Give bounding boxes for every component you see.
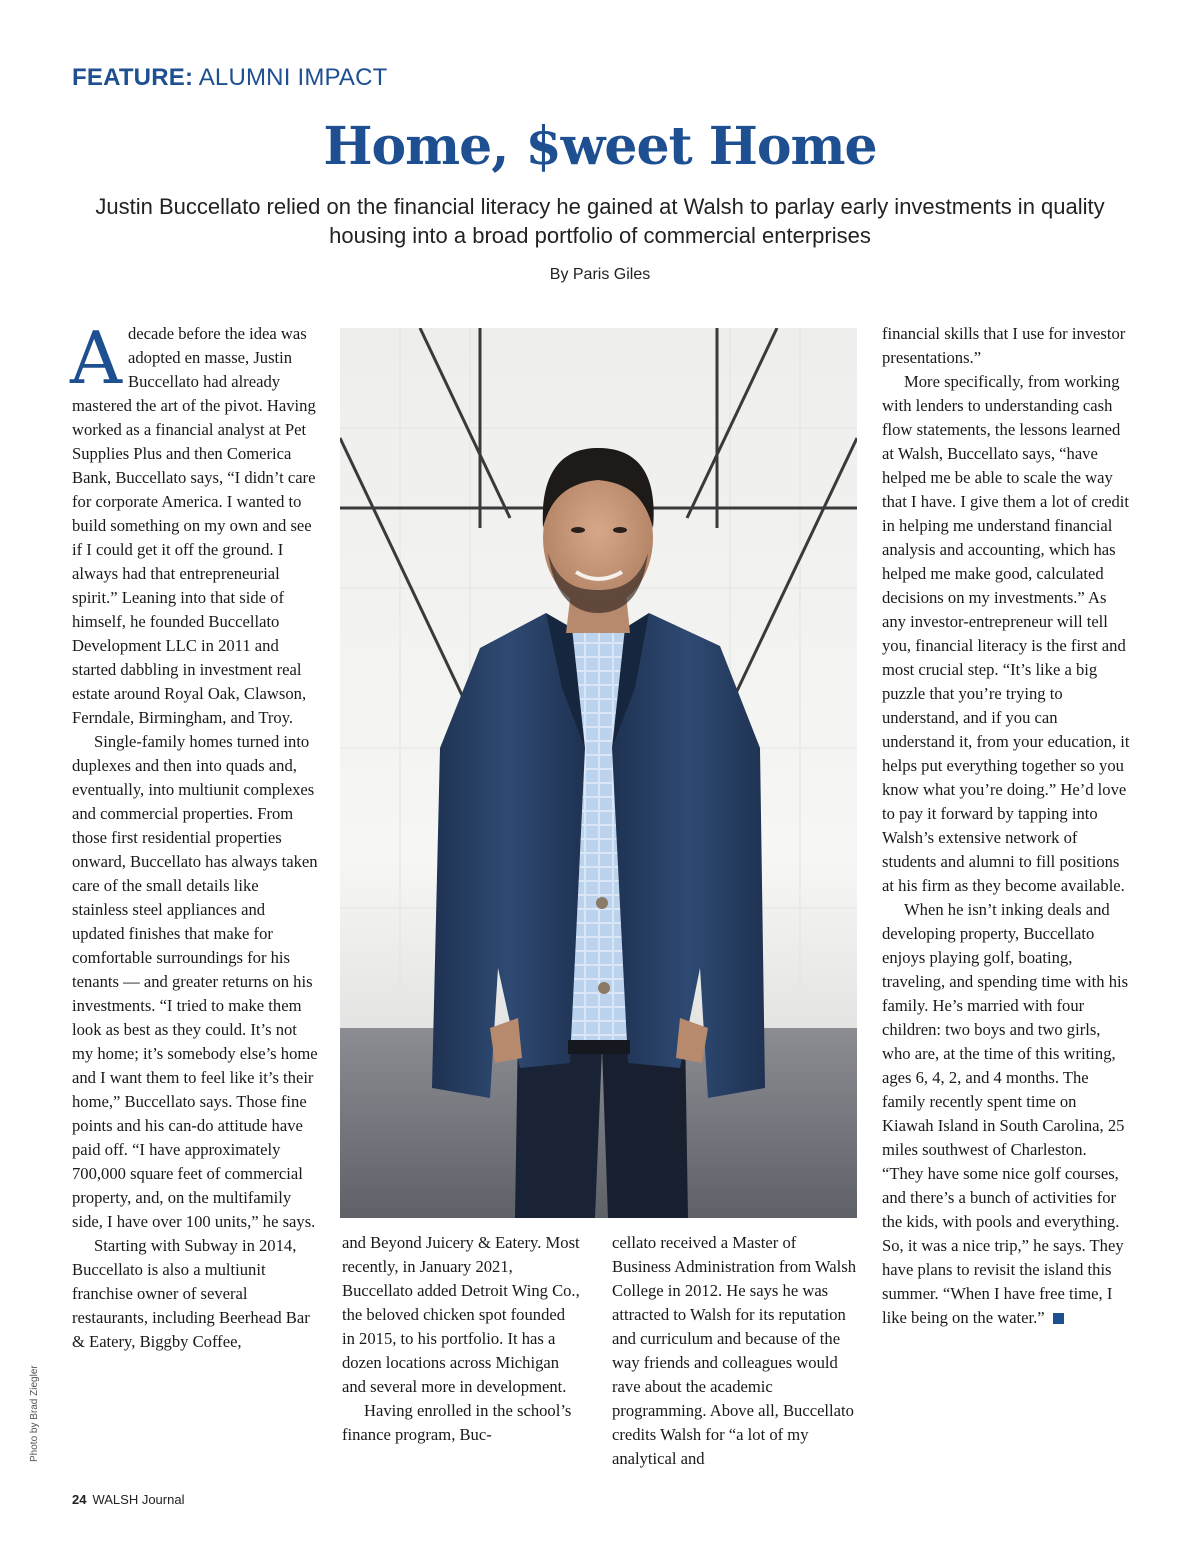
kicker-label: FEATURE:: [72, 64, 194, 91]
end-mark-icon: [1053, 1313, 1064, 1324]
article-column-1: [70, 316, 318, 1354]
article-column-2: [342, 1231, 582, 1447]
article-title: Home, $weet Home: [323, 116, 877, 177]
paragraph-text: When he isn’t inking deals and developing property, Buccellato enjoys playing golf, boating, traveling, and spending time with his family. He’s married with four children: two boys and two girls, who are, at the time of this writing, ages 6, 4, 2, and 4 months. The family recently spent time on Kiawah Island in South Carolina, 25 miles southwest of Charleston. “They have some nice golf courses, and there’s a bunch of activities for the kids, with pools and everything. So, it was a nice trip,” he says. They have plans to revisit the island this summer. “When I have free time, I like being on the water.”: [882, 900, 1129, 1327]
paragraph: financial skills that I use for investor presentations.”: [882, 324, 1126, 367]
page-number: 24: [72, 1492, 87, 1507]
publication-name: WALSH Journal: [92, 1492, 185, 1507]
paragraph: [882, 898, 1132, 1330]
byline: By Paris Giles: [549, 266, 651, 283]
section-kicker: [72, 64, 388, 92]
article-deck: Justin Buccellato relied on the financial literacy he gained at Walsh to parlay early investments in quality housing into a broad portfolio of commercial enterprises: [95, 194, 1105, 248]
paragraph: decade before the idea was adopted en masse, Justin Buccellato had already mastered the art of the pivot. Having worked as a financial analyst at Pet Supplies Plus and then Comerica Bank, Buccellato says, “I didn’t care for corporate America. I wanted to build something on my own and see if I could get it off the ground. I always had that entrepreneurial spirit.” Leaning into that side of himself, he founded Buccellato Development LLC in 2011 and started dabbling in investment real estate around Royal Oak, Clawson, Ferndale, Birmingham, and Troy.: [72, 324, 316, 727]
drop-cap: A: [70, 316, 122, 400]
kicker-topic: ALUMNI IMPACT: [198, 64, 388, 91]
paragraph: cellato received a Master of Business Administration from Walsh College in 2012. He says he was attracted to Walsh for its reputation and curriculum and because of the way friends and colleagues would rave about the academic programming. Above all, Buccellato credits Walsh for “a lot of my analytical and: [612, 1233, 857, 1468]
paragraph: Starting with Subway in 2014, Buccellato is also a multiunit franchise owner of several restaurants, including Beerhead Bar & Eatery, Biggby Coffee,: [72, 1236, 310, 1351]
page-footer: [72, 1492, 184, 1507]
article-column-3: [612, 1231, 858, 1471]
portrait-photo: [340, 328, 857, 1218]
paragraph: More specifically, from working with lenders to understanding cash flow statements, the lessons learned at Walsh, Buccellato says, “have helped me be able to scale the way that I have. I give them a lot of credit in helping me understand financial analysis and accounting, which has helped me make good, calculated decisions on my investments.” As any investor-entrepreneur will tell you, financial literacy is the first and most crucial step. “It’s like a big puzzle that you’re trying to understand, and if you can understand it, from your education, it helps put everything together so you know what you’re doing.” He’d love to pay it forward by tapping into Walsh’s extensive network of students and alumni to fill positions at his firm as they become available.: [882, 372, 1130, 895]
paragraph: Single-family homes turned into duplexes and then into quads and, eventually, into multiunit complexes and commercial properties. From those first residential properties onward, Buccellato has always taken care of the small details like stainless steel appliances and updated finishes that make for comfortable surroundings for his tenants — and greater returns on his investments. “I tried to make them look as best as they could. It’s not my home; it’s somebody else’s home and I want them to feel like it’s their home,” Buccellato says. Those fine points and his can-do attitude have paid off. “I have approximately 700,000 square feet of commercial property, and, on the multifamily side, I have over 100 units,” he says.: [72, 732, 318, 1231]
paragraph: Having enrolled in the school’s finance program, Buc-: [342, 1401, 572, 1444]
photo-credit: Photo by Brad Ziegler: [29, 1365, 40, 1462]
paragraph: and Beyond Juicery & Eatery. Most recently, in January 2021, Buccellato added Detroit Wing Co., the beloved chicken spot founded in 2015, to his portfolio. It has a dozen locations across Michigan and several more in development.: [342, 1233, 580, 1396]
article-column-4: [882, 322, 1132, 1330]
